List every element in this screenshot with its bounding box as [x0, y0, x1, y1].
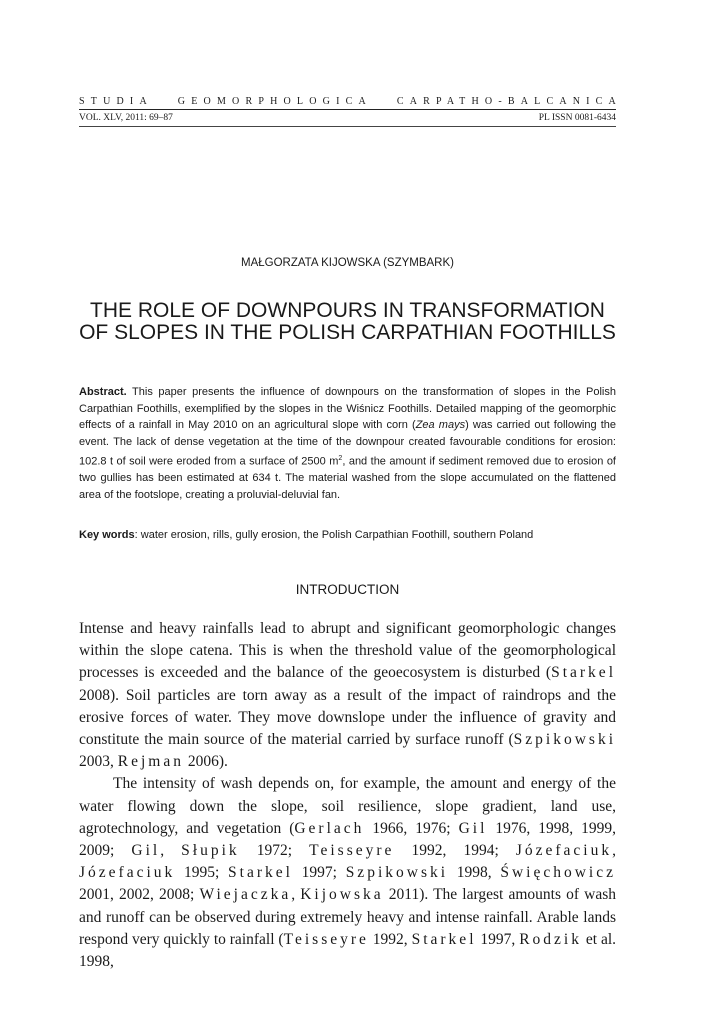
text-run: 1998,	[448, 864, 501, 882]
text-run: 1995;	[175, 864, 229, 882]
citation-author: Szpikowski	[513, 731, 616, 749]
text-run: 1976, 1998, 1999, 2009;	[79, 819, 616, 860]
text-run: The intensity of wash depends on, for example, the amount and energy of the water flowing down the slope, soil resilience, slope gradient, land use, agrotechnology, and vegetation (	[79, 775, 616, 837]
citation-author: Szpikowski	[345, 864, 449, 882]
citation-author: Rejman	[117, 753, 184, 771]
journal-word-1: STUDIA	[79, 96, 153, 107]
text-run: 1997,	[476, 930, 520, 948]
abstract-text-3: , and the amount if sediment removed due to erosion of two gullies has been estimated at 634 t. The material washed from the slope accumulated on the flattened area of the footslope, creating a proluvial-deluvial fan.	[79, 455, 616, 501]
abstract-sup: 2	[338, 454, 343, 462]
citation-author: Józefaciuk	[515, 842, 613, 860]
title-line-2: OF SLOPES IN THE POLISH CARPATHIAN FOOTHILLS	[79, 321, 616, 344]
citation-author: Starkel	[228, 864, 293, 882]
volume-info: VOL. XLV, 2011: 69–87	[79, 113, 173, 123]
text-run: 2001, 2002, 2008;	[79, 886, 200, 904]
abstract-label: Abstract.	[79, 386, 127, 398]
citation-author: Gerlach	[294, 819, 365, 837]
text-run: 1997;	[292, 864, 346, 882]
text-run: ,	[160, 842, 182, 860]
text-run: ,	[291, 886, 301, 904]
citation-author: Józefaciuk	[79, 864, 176, 882]
citation-author: Teisseyre	[283, 930, 369, 948]
text-run: Intense and heavy rainfalls lead to abrupt and significant geomorphologic changes within the slope catena. This is when the threshold value of the geomorphological processes is exceeded and the balance of the geoecosystem is disturbed (	[79, 620, 616, 682]
header-rule-bottom	[79, 126, 616, 127]
text-run: 1992, 1994;	[394, 842, 516, 860]
citation-author: Gil	[131, 842, 161, 860]
text-run: 2011). The largest amounts of wash and runoff can be observed during extremely heavy and intense rainfall. Arable lands respond very quickly to rainfall (	[79, 886, 616, 948]
paragraph-1	[79, 618, 616, 773]
text-run: et al. 1998,	[79, 930, 617, 971]
citation-author: Kijowska	[300, 886, 384, 904]
citation-author: Starkel	[411, 930, 477, 948]
citation-author: Rodzik	[519, 930, 582, 948]
text-run: 2006).	[183, 753, 228, 771]
citation-author: Starkel	[551, 664, 616, 682]
text-run: 1972;	[239, 842, 310, 860]
author: MAŁGORZATA KIJOWSKA (SZYMBARK)	[241, 257, 454, 269]
paragraph-2	[79, 773, 616, 973]
citation-author: Teisseyre	[309, 842, 395, 860]
volume-line	[79, 113, 616, 123]
text-run: 1992,	[368, 930, 412, 948]
header-rule-top	[79, 109, 616, 110]
journal-word-2: GEOMORPHOLOGICA	[177, 96, 372, 107]
citation-author: Gil	[458, 819, 488, 837]
text-run: ,	[612, 842, 616, 860]
keywords	[79, 527, 616, 543]
citation-author: Słupik	[181, 842, 240, 860]
citation-author: Wiejaczka	[199, 886, 292, 904]
abstract-text-1: This paper presents the influence of downpours on the transformation of slopes in the Polish Carpathian Foothills, exemplified by the slopes in the Wiśnicz Foothills. Detailed mapping of the geomorphic effects of a rainfall in May 2010 on an agricultural slope with corn (	[79, 386, 616, 432]
issn: PL ISSN 0081-6434	[538, 113, 616, 123]
abstract-species: Zea mays	[415, 419, 466, 432]
title-line-1: THE ROLE OF DOWNPOURS IN TRANSFORMATION	[90, 299, 605, 322]
journal-word-3: CARPATHO-BALCANICA	[396, 96, 622, 107]
text-run: 1966, 1976;	[364, 819, 459, 837]
keywords-text: : water erosion, rills, gully erosion, the Polish Carpathian Foothill, southern Poland	[134, 529, 534, 541]
section-heading: INTRODUCTION	[295, 582, 400, 597]
keywords-label: Key words	[79, 529, 135, 541]
abstract	[79, 384, 616, 504]
body-text	[79, 618, 616, 973]
text-run: 2003,	[79, 753, 118, 771]
citation-author: Święchowicz	[500, 864, 616, 882]
text-run: 2008). Soil particles are torn away as a result of the impact of raindrops and the erosive forces of water. They move downslope under the influence of gravity and constitute the main source of the material carried by surface runoff (	[79, 686, 616, 749]
abstract-text-2: ) was carried out following the event. The lack of dense vegetation at the time of the downpour created favourable conditions for erosion: 102.8 t of soil were eroded from a surface of 2500 m	[79, 419, 616, 468]
paper-title	[79, 300, 616, 344]
journal-name	[79, 96, 622, 107]
